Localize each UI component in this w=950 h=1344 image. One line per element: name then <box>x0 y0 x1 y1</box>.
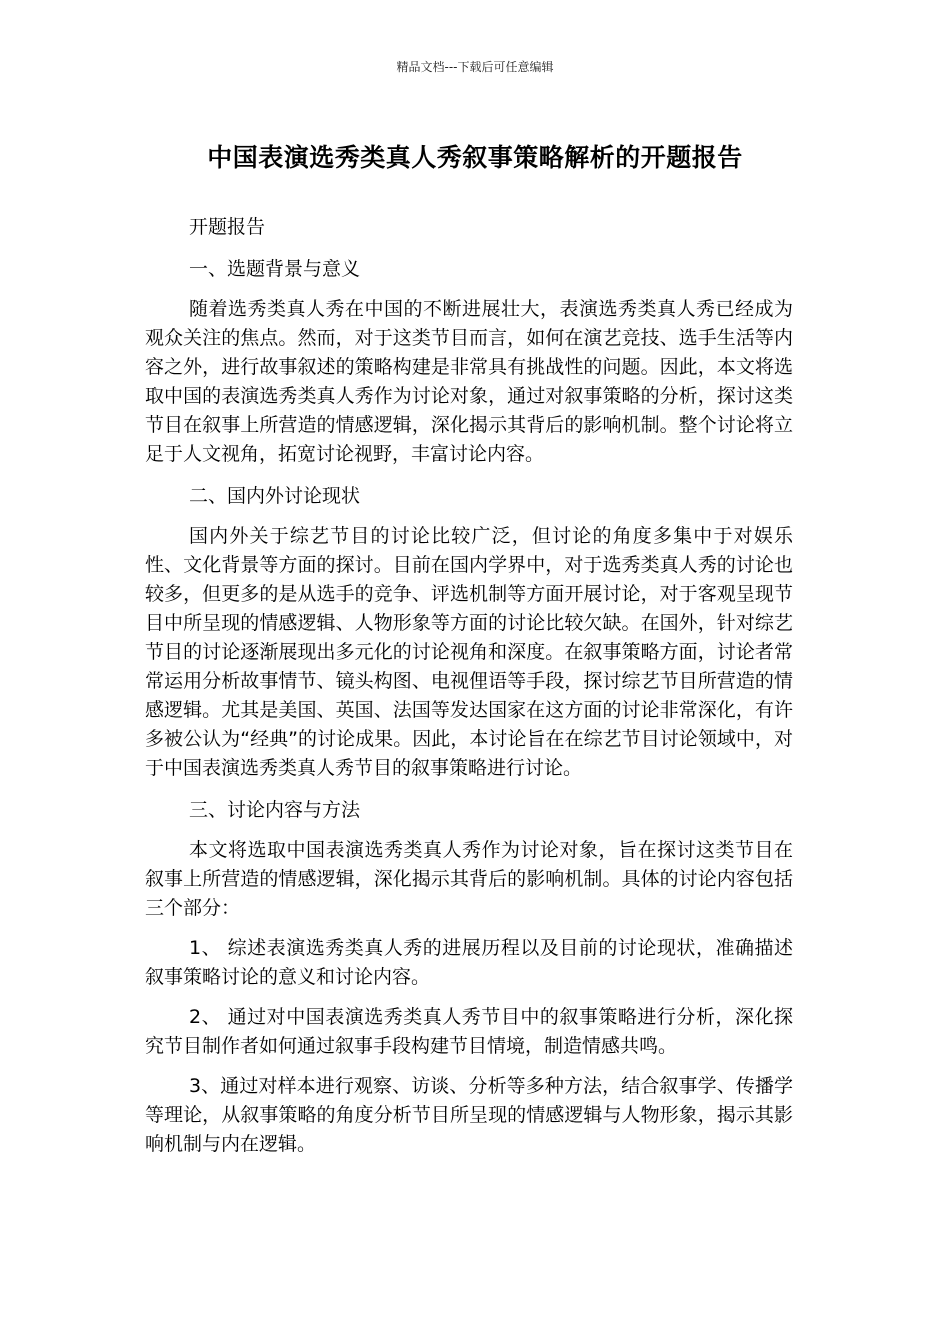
paragraph-background: 随着选秀类真人秀在中国的不断进展壮大，表演选秀类真人秀已经成为观众关注的焦点。然而，对于这类节目而言，如何在演艺竞技、选手生活等内容之外，进行故事叙述的策略构建是非常具有挑战性的问题。因此，本文将选取中国的表演选秀类真人秀作为讨论对象，通过对叙事策略的分析，探讨这类节目在叙事上所营造的情感逻辑，深化揭示其背后的影响机制。整个讨论将立足于人文视角，拓宽讨论视野，丰富讨论内容。 <box>145 298 793 465</box>
page-header-watermark: 精品文档---下载后可任意编辑 <box>396 60 554 74</box>
list-item-1: 1、 综述表演选秀类真人秀的进展历程以及目前的讨论现状，准确描述叙事策略讨论的意义和讨论内容。 <box>145 937 793 988</box>
document-title: 中国表演选秀类真人秀叙事策略解析的开题报告 <box>207 143 743 172</box>
heading-research-status: 二、国内外讨论现状 <box>189 485 361 507</box>
paragraph-research-status: 国内外关于综艺节目的讨论比较广泛，但讨论的角度多集中于对娱乐性、文化背景等方面的探讨。目前在国内学界中，对于选秀类真人秀的讨论也较多，但更多的是从选手的竞争、评选机制等方面开展讨论，对于客观呈现节目中所呈现的情感逻辑、人物形象等方面的讨论比较欠缺。在国外，针对综艺节目的讨论逐渐展现出多元化的讨论视角和深度。在叙事策略方面，讨论者常常运用分析故事情节、镜头构图、电视俚语等手段，探讨综艺节目所营造的情感逻辑。尤其是美国、英国、法国等发达国家在这方面的讨论非常深化，有许多被公认为“经典”的讨论成果。因此，本讨论旨在在综艺节目讨论领域中，对于中国表演选秀类真人秀节目的叙事策略进行讨论。 <box>145 525 793 779</box>
list-item-2: 2、 通过对中国表演选秀类真人秀节目中的叙事策略进行分析，深化探究节目制作者如何通过叙事手段构建节目情境，制造情感共鸣。 <box>145 1006 793 1057</box>
paragraph-content-intro: 本文将选取中国表演选秀类真人秀作为讨论对象，旨在探讨这类节目在叙事上所营造的情感逻辑，深化揭示其背后的影响机制。具体的讨论内容包括三个部分： <box>145 839 793 919</box>
section-label-report: 开题报告 <box>189 216 266 238</box>
heading-background: 一、选题背景与意义 <box>189 258 361 280</box>
list-item-3: 3、通过对样本进行观察、访谈、分析等多种方法，结合叙事学、传播学等理论，从叙事策略的角度分析节目所呈现的情感逻辑与人物形象，揭示其影响机制与内在逻辑。 <box>145 1075 793 1155</box>
heading-content-method: 三、讨论内容与方法 <box>189 799 361 821</box>
document-body <box>145 213 793 1159</box>
